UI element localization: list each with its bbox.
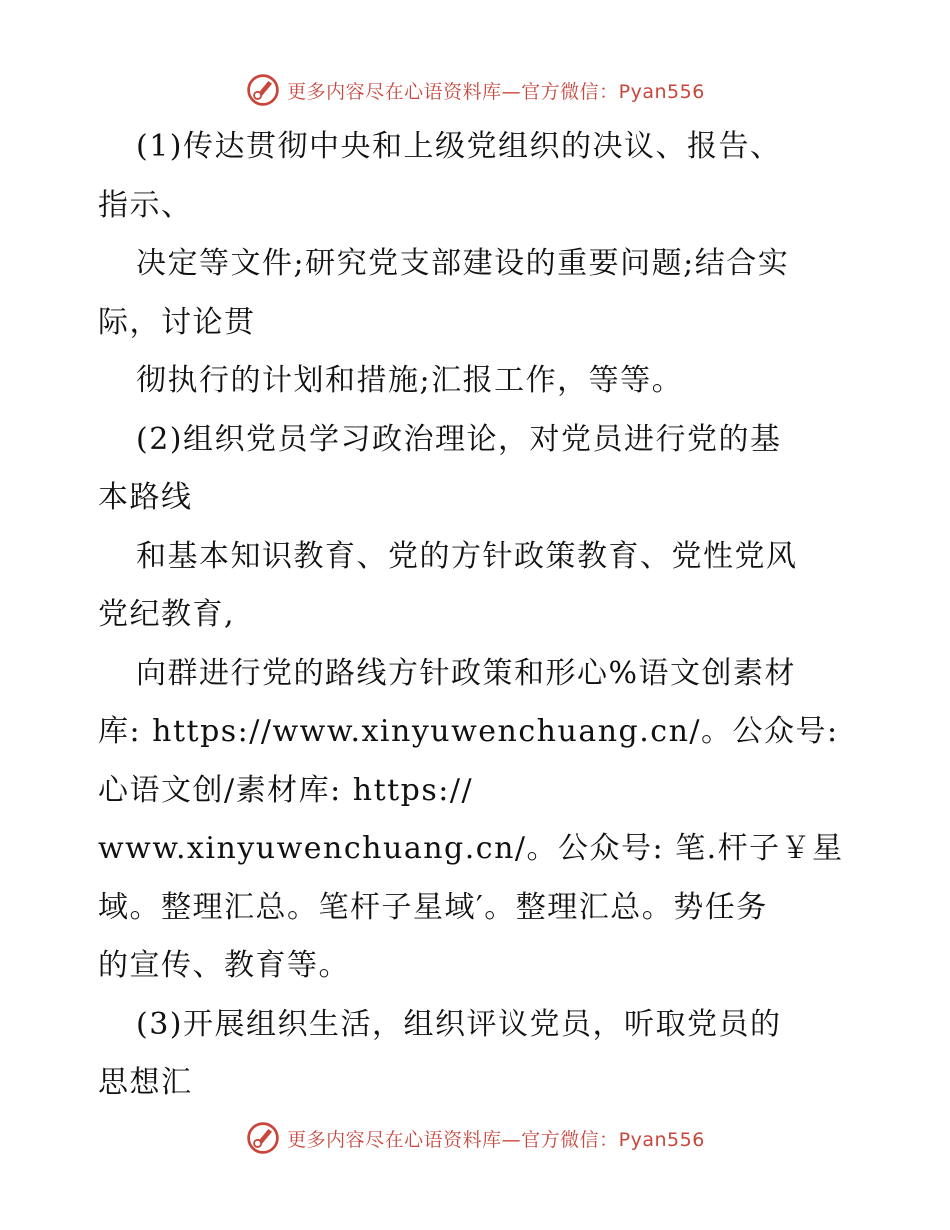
text-line: (3)开展组织生活，组织评议党员，听取党员的 (136, 1006, 782, 1042)
text-line: 库: https://www.xinyuwenchuang.cn/。公众号: (98, 714, 839, 749)
text-line: 党纪教育, (98, 597, 236, 632)
text-line: 彻执行的计划和措施;汇报工作，等等。 (136, 363, 684, 398)
text-line: 域。整理汇总。笔杆子星域′。整理汇总。势任务 (98, 889, 768, 925)
text-line: 决定等文件;研究党支部建设的重要问题;结合实 (136, 246, 790, 281)
footer-banner (0, 1118, 950, 1158)
header-text: 更多内容尽在心语资料库—官方微信：Pyan556 (287, 80, 705, 103)
brand-logo-icon (245, 72, 281, 108)
text-line: 的宣传、教育等。 (98, 948, 350, 983)
text-line: 本路线 (98, 480, 193, 515)
footer-text: 更多内容尽在心语资料库—官方微信：Pyan556 (287, 1128, 705, 1151)
text-line: 向群进行党的路线方针政策和形心%语文创素材 (136, 655, 797, 691)
document-body (98, 118, 858, 1113)
header-banner (0, 70, 950, 110)
text-line: (2)组织党员学习政治理论，对党员进行党的基 (136, 421, 782, 457)
text-line: (1)传达贯彻中央和上级党组织的决议、报告、 (136, 129, 782, 164)
text-line: www.xinyuwenchuang.cn/。公众号: 笔.杆子￥星 (98, 831, 844, 866)
text-line: 指示、 (98, 187, 193, 223)
brand-logo-icon (245, 1120, 281, 1156)
text-line: 心语文创/素材库: https:// (98, 772, 474, 808)
text-line: 际，讨论贯 (98, 304, 256, 340)
text-line: 思想汇 (98, 1065, 193, 1100)
text-line: 和基本知识教育、党的方针政策教育、党性党风 (136, 538, 798, 574)
